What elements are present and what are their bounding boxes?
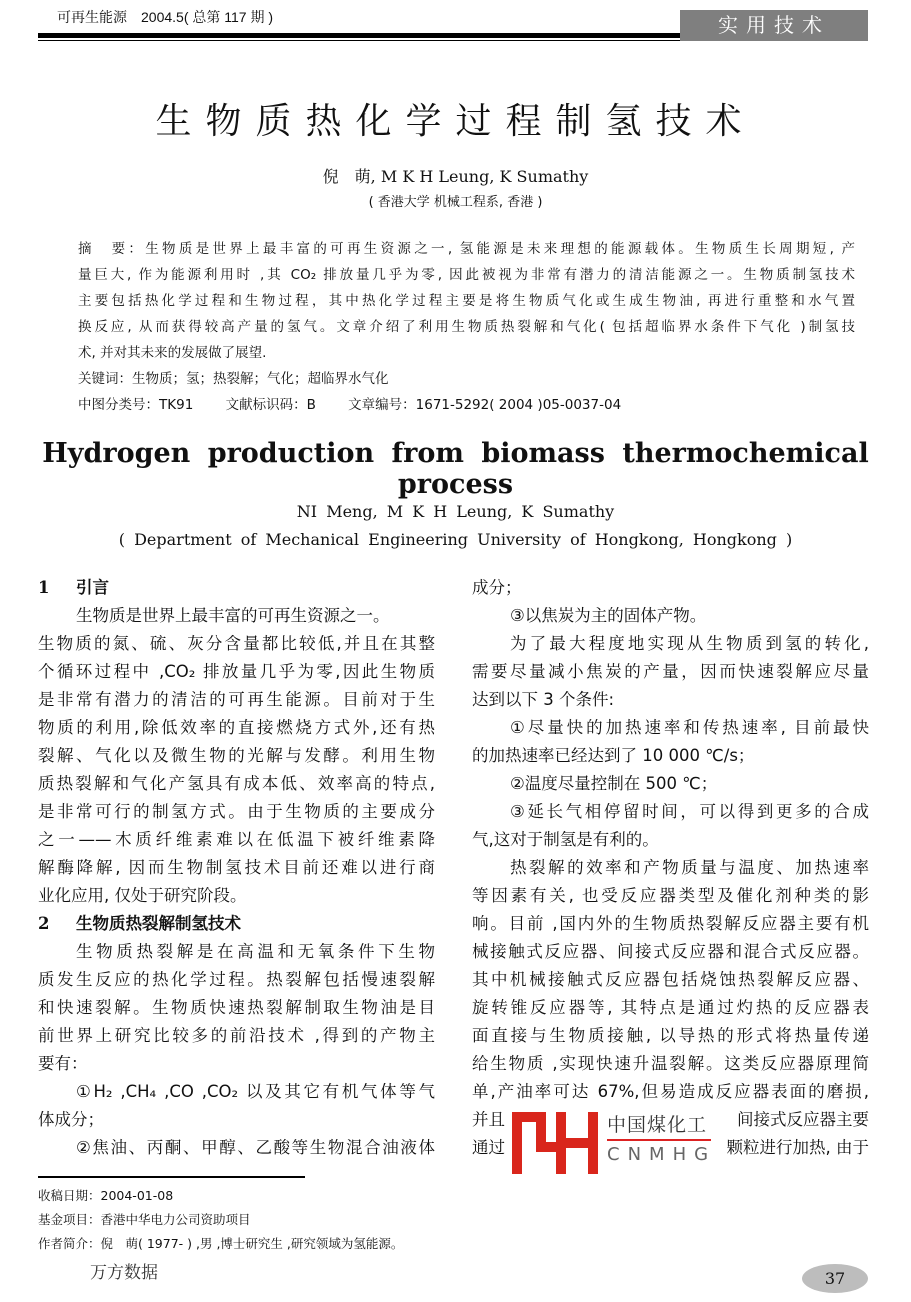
- footnote-received-date: 收稿日期：2004-01-08: [38, 1188, 174, 1203]
- body-line: 质发生反应的热化学过程。热裂解包括慢速裂解: [38, 970, 435, 989]
- footnote-author-bio: 作者简介：倪 萌( 1977- ) ,男 ,博士研究生 ,研究领域为氢能源。: [38, 1236, 404, 1251]
- body-line: 生物质的氮、硫、灰分含量都比较低,并且在其整: [38, 634, 435, 653]
- body-line-start: 并且: [472, 1110, 505, 1129]
- body-line: ①尽量快的加热速率和传热速率, 目前最快: [510, 718, 869, 737]
- body-line: 响。目前 ,国内外的生物质热裂解反应器主要有机: [472, 914, 869, 933]
- body-line: 给生物质 ,实现快速升温裂解。这类反应器原理简: [472, 1054, 869, 1073]
- body-line-start: 通过: [472, 1138, 505, 1157]
- page-title: 生物质热化学过程制氢技术: [155, 101, 756, 142]
- affiliation: ( 香港大学 机械工程系, 香港 ): [368, 195, 543, 210]
- body-line: ②温度尽量控制在 500 ℃；: [510, 774, 718, 793]
- body-line: 生物质是世界上最丰富的可再生资源之一。: [76, 606, 390, 625]
- body-line: 和快速裂解。生物质快速热裂解制取生物油是目: [38, 998, 435, 1017]
- source-watermark: 万方数据: [90, 1263, 158, 1283]
- body-line: 面直接与生物质接触, 以导热的形式将热量传递: [472, 1026, 869, 1045]
- body-line: 气,这对于制氢是有利的。: [472, 830, 659, 849]
- english-title: Hydrogen production from biomass thermochemical process: [42, 438, 869, 500]
- body-line: 体成分；: [38, 1110, 104, 1129]
- section-heading: [38, 910, 435, 938]
- body-line: 质热裂解和气化产氢具有成本低、效率高的特点,: [38, 774, 435, 793]
- body-line: ②焦油、丙酮、甲醇、乙酸等生物混合油液体: [76, 1138, 435, 1157]
- cnmhg-logo: [512, 1108, 717, 1174]
- logo-text-en: CNMHG: [607, 1144, 717, 1165]
- body-line: 达到以下 3 个条件:: [472, 690, 615, 709]
- footnote-funding: 基金项目：香港中华电力公司资助项目: [38, 1212, 251, 1227]
- page-number: 37: [802, 1264, 868, 1293]
- classification: [78, 392, 855, 418]
- section-title: 生物质热裂解制氢技术: [76, 914, 241, 933]
- body-line: 裂解、气化以及微生物的光解与发酵。利用生物: [38, 746, 435, 765]
- body-line: 成分；: [472, 578, 522, 597]
- cnmhg-logo-mark-icon: [512, 1108, 598, 1174]
- body-line: 解酶降解, 因而生物制氢技术目前还难以进行商: [38, 858, 435, 877]
- body-line: 前世界上研究比较多的前沿技术 ,得到的产物主: [38, 1026, 435, 1045]
- footnotes: [38, 1184, 403, 1256]
- section-title: 引言: [76, 578, 109, 597]
- body-line: 为了最大程度地实现从生物质到氢的转化,: [510, 634, 869, 653]
- body-line: 等因素有关, 也受反应器类型及催化剂种类的影: [472, 886, 869, 905]
- abstract-line: 主要包括热化学过程和生物过程，其中热化学过程主要是将生物质气化或生成生物油, 再进行重整和水气置: [78, 293, 855, 309]
- body-column-right: [472, 574, 869, 1162]
- abstract-line: 术, 并对其未来的发展做了展望.: [78, 345, 267, 361]
- body-line: 的加热速率已经达到了 10 000 ℃/s；: [472, 746, 755, 765]
- abstract-line: 换反应, 从而获得较高产量的氢气。文章介绍了利用生物质热裂解和气化( 包括超临界水条件下气化 )制氢技: [78, 319, 855, 335]
- header-rule-thin: [38, 40, 680, 41]
- body-line: 之一——木质纤维素难以在低温下被纤维素降: [38, 830, 435, 849]
- body-line: ③以焦炭为主的固体产物。: [510, 606, 707, 625]
- body-line: 其中机械接触式反应器包括烧蚀热裂解反应器、: [472, 970, 869, 989]
- section-heading: [38, 574, 435, 602]
- english-affiliation: ( Department of Mechanical Engineering University of Hongkong, Hongkong ): [118, 530, 793, 549]
- body-line: 单,产油率可达 67%,但易造成反应器表面的磨损,: [472, 1082, 869, 1101]
- body-line: 业化应用, 仅处于研究阶段。: [38, 886, 247, 905]
- body-line-end: 颗粒进行加热, 由于: [726, 1138, 869, 1157]
- body-line: 是非常有潜力的清洁的可再生能源。目前对于生: [38, 690, 435, 709]
- body-line-end: 间接式反应器主要: [737, 1110, 869, 1129]
- english-authors: NI Meng, M K H Leung, K Sumathy: [296, 502, 615, 521]
- body-line: 是非常可行的制氢方式。由于生物质的主要成分: [38, 802, 435, 821]
- body-line: 旋转锥反应器等, 其特点是通过灼热的反应器表: [472, 998, 869, 1017]
- authors: 倪 萌, M K H Leung, K Sumathy: [322, 167, 589, 186]
- journal-header: 可再生能源 2004.5( 总第 117 期 ): [57, 9, 274, 25]
- abstract-line: 量巨大, 作为能源利用时 ,其 CO₂ 排放量几乎为零, 因此被视为非常有潜力的清洁能源之一。生物质制氢技术: [78, 267, 855, 283]
- abstract: [78, 236, 855, 418]
- header-rule-thick: [38, 33, 680, 38]
- body-line: ①H₂ ,CH₄ ,CO ,CO₂ 以及其它有机气体等气: [76, 1082, 435, 1101]
- body-line: ③延长气相停留时间，可以得到更多的合成: [510, 802, 869, 821]
- logo-text-cn: 中国煤化工: [607, 1114, 708, 1136]
- document-code: 文献标识码：B: [225, 397, 316, 413]
- body-line: 个循环过程中 ,CO₂ 排放量几乎为零,因此生物质: [38, 662, 435, 681]
- body-line: 热裂解的效率和产物质量与温度、加热速率: [510, 858, 869, 877]
- section-number: 2: [38, 914, 50, 933]
- body-line: 需要尽量减小焦炭的产量，因而快速裂解应尽量: [472, 662, 869, 681]
- body-line: 生物质热裂解是在高温和无氧条件下生物: [76, 942, 435, 961]
- clc-number: 中图分类号：TK91: [78, 397, 194, 413]
- logo-divider: [607, 1139, 711, 1141]
- body-line: 物质的利用,除低效率的直接燃烧方式外,还有热: [38, 718, 435, 737]
- article-number: 文章编号：1671-5292( 2004 )05-0037-04: [348, 397, 622, 413]
- abstract-line: 摘 要：生物质是世界上最丰富的可再生资源之一, 氢能源是未来理想的能源载体。生物质生长周期短, 产: [78, 241, 855, 257]
- body-line: 要有：: [38, 1054, 88, 1073]
- section-number: 1: [38, 578, 50, 597]
- footnote-rule: [38, 1176, 305, 1178]
- body-column-left: [38, 574, 435, 1162]
- body-line: 械接触式反应器、间接式反应器和混合式反应器。: [472, 942, 869, 961]
- section-label: 实用技术: [680, 10, 868, 41]
- keywords: 关键词：生物质；氢；热裂解；气化；超临界水气化: [78, 371, 389, 387]
